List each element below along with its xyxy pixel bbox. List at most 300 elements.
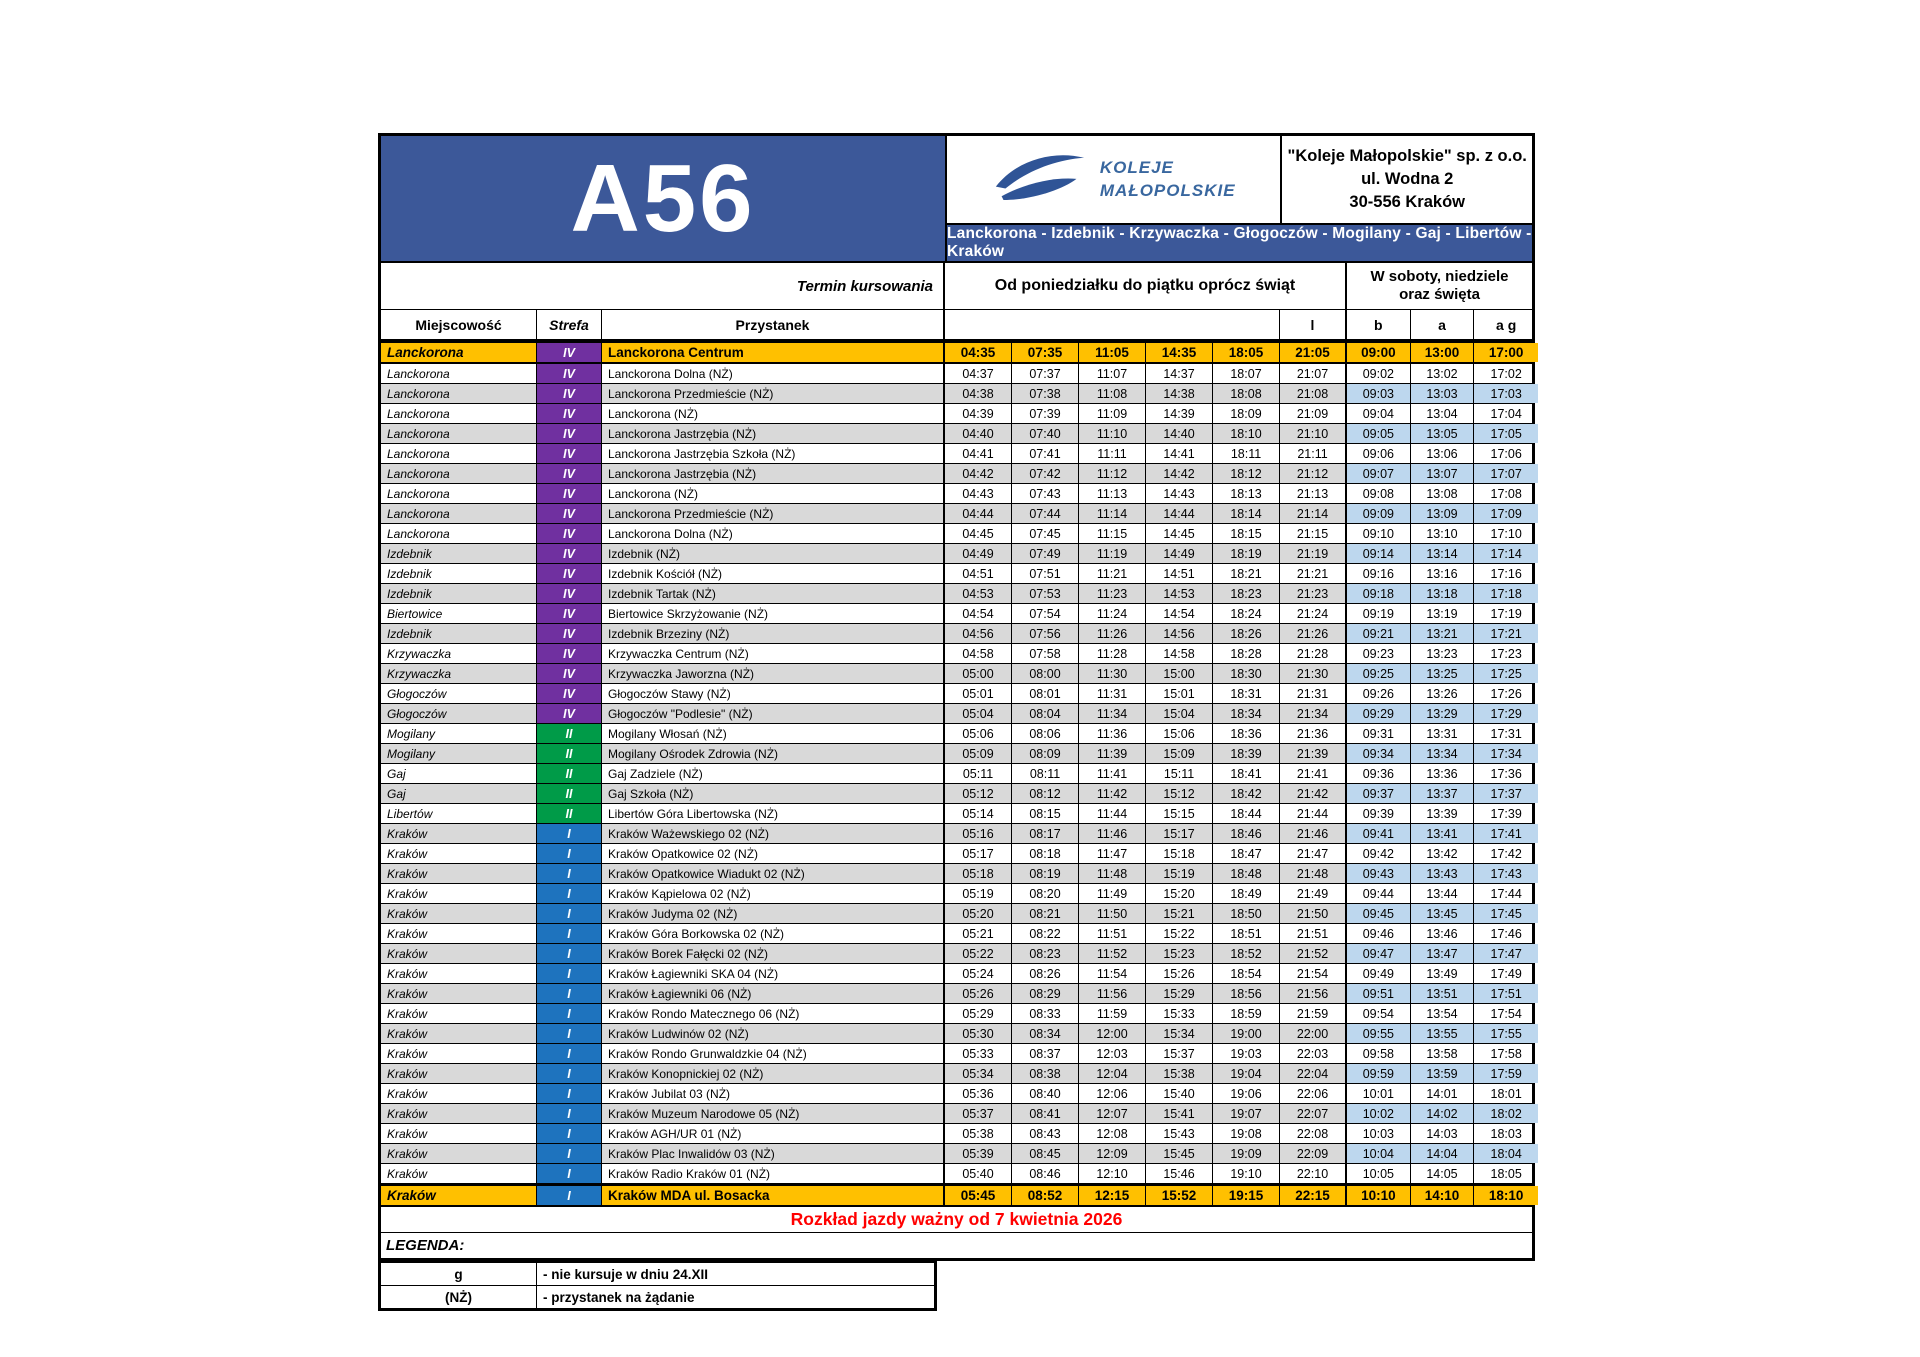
time-cell: 11:50 bbox=[1079, 904, 1146, 923]
time-cell: 13:46 bbox=[1411, 924, 1475, 943]
time-cell: 15:40 bbox=[1146, 1084, 1213, 1103]
time-cell: 19:04 bbox=[1213, 1064, 1280, 1083]
time-cell: 08:21 bbox=[1012, 904, 1079, 923]
time-cell: 21:56 bbox=[1280, 984, 1347, 1003]
zone-badge: I bbox=[537, 1044, 602, 1063]
trip-letter-blank bbox=[945, 310, 1280, 339]
time-cell: 08:01 bbox=[1012, 684, 1079, 703]
stop-name: Biertowice Skrzyżowanie (NŻ) bbox=[602, 604, 945, 623]
time-cell: 04:37 bbox=[945, 364, 1012, 383]
time-cell: 04:45 bbox=[945, 524, 1012, 543]
time-cell: 13:55 bbox=[1411, 1024, 1475, 1043]
stop-name: Izdebnik Brzeziny (NŻ) bbox=[602, 624, 945, 643]
time-cell: 18:59 bbox=[1213, 1004, 1280, 1023]
time-cell: 21:48 bbox=[1280, 864, 1347, 883]
time-cell: 09:54 bbox=[1347, 1004, 1411, 1023]
town-cell: Krzywaczka bbox=[381, 644, 537, 663]
table-row bbox=[381, 404, 1532, 424]
time-cell: 09:42 bbox=[1347, 844, 1411, 863]
table-row bbox=[381, 1064, 1532, 1084]
stop-name: Gaj Szkoła (NŻ) bbox=[602, 784, 945, 803]
weekday-header: Od poniedziałku do piątku oprócz świąt bbox=[945, 263, 1347, 309]
town-cell: Lanckorona bbox=[381, 384, 537, 403]
time-cell: 05:33 bbox=[945, 1044, 1012, 1063]
time-cell: 04:35 bbox=[945, 343, 1012, 362]
time-cell: 05:40 bbox=[945, 1164, 1012, 1183]
time-cell: 14:10 bbox=[1411, 1186, 1475, 1205]
time-cell: 05:16 bbox=[945, 824, 1012, 843]
zone-badge: I bbox=[537, 1124, 602, 1143]
table-row bbox=[381, 1144, 1532, 1164]
column-header-row bbox=[381, 310, 1532, 341]
table-row bbox=[381, 1104, 1532, 1124]
town-cell: Lanckorona bbox=[381, 404, 537, 423]
legend-symbol: (NŻ) bbox=[381, 1286, 537, 1308]
time-cell: 21:23 bbox=[1280, 584, 1347, 603]
time-cell: 22:03 bbox=[1280, 1044, 1347, 1063]
time-cell: 11:49 bbox=[1079, 884, 1146, 903]
time-cell: 11:48 bbox=[1079, 864, 1146, 883]
stop-name: Kraków Opatkowice Wiadukt 02 (NŻ) bbox=[602, 864, 945, 883]
time-cell: 17:07 bbox=[1474, 464, 1538, 483]
time-cell: 09:47 bbox=[1347, 944, 1411, 963]
time-cell: 21:13 bbox=[1280, 484, 1347, 503]
zone-badge: I bbox=[537, 1024, 602, 1043]
time-cell: 05:21 bbox=[945, 924, 1012, 943]
time-cell: 15:04 bbox=[1146, 704, 1213, 723]
zone-badge: I bbox=[537, 1164, 602, 1183]
stop-name: Lanckorona (NŻ) bbox=[602, 484, 945, 503]
time-cell: 09:44 bbox=[1347, 884, 1411, 903]
time-cell: 18:09 bbox=[1213, 404, 1280, 423]
time-cell: 17:54 bbox=[1490, 1006, 1522, 1021]
time-cell: 10:04 bbox=[1347, 1144, 1411, 1163]
col-header-town: Miejscowość bbox=[381, 310, 537, 339]
time-cell: 05:19 bbox=[945, 884, 1012, 903]
time-cell: 14:35 bbox=[1146, 343, 1213, 362]
table-row bbox=[381, 884, 1532, 904]
col-header-stop: Przystanek bbox=[602, 310, 945, 339]
table-row bbox=[381, 584, 1532, 604]
time-cell: 13:36 bbox=[1411, 764, 1475, 783]
time-cell: 18:52 bbox=[1213, 944, 1280, 963]
time-cell: 09:14 bbox=[1347, 544, 1411, 563]
time-cell: 05:39 bbox=[945, 1144, 1012, 1163]
table-row bbox=[381, 864, 1532, 884]
stop-name: Gaj Zadziele (NŻ) bbox=[602, 764, 945, 783]
table-row bbox=[381, 484, 1532, 504]
table-row bbox=[381, 1024, 1532, 1044]
table-row bbox=[381, 664, 1532, 684]
time-cell: 13:47 bbox=[1411, 944, 1475, 963]
time-cell: 04:40 bbox=[945, 424, 1012, 443]
zone-badge: IV bbox=[537, 644, 602, 663]
time-cell: 09:09 bbox=[1347, 504, 1411, 523]
town-cell: Biertowice bbox=[381, 604, 537, 623]
time-cell: 11:10 bbox=[1079, 424, 1146, 443]
table-row bbox=[381, 1084, 1532, 1104]
time-cell: 22:00 bbox=[1280, 1024, 1347, 1043]
time-cell: 07:54 bbox=[1012, 604, 1079, 623]
time-cell: 13:07 bbox=[1411, 464, 1475, 483]
time-cell: 21:11 bbox=[1280, 444, 1347, 463]
time-cell: 17:42 bbox=[1490, 846, 1522, 861]
time-cell: 07:37 bbox=[1012, 364, 1079, 383]
time-cell: 04:54 bbox=[945, 604, 1012, 623]
time-cell: 14:54 bbox=[1146, 604, 1213, 623]
time-cell: 18:48 bbox=[1213, 864, 1280, 883]
time-cell: 13:23 bbox=[1411, 644, 1475, 663]
stop-name: Kraków Plac Inwalidów 03 (NŻ) bbox=[602, 1144, 945, 1163]
time-cell: 18:34 bbox=[1213, 704, 1280, 723]
header-right bbox=[947, 136, 1532, 261]
time-cell: 11:19 bbox=[1079, 544, 1146, 563]
time-cell: 21:08 bbox=[1280, 384, 1347, 403]
time-cell: 05:00 bbox=[945, 664, 1012, 683]
time-cell: 09:55 bbox=[1347, 1024, 1411, 1043]
time-cell: 05:37 bbox=[945, 1104, 1012, 1123]
time-cell: 21:39 bbox=[1280, 744, 1347, 763]
time-cell: 13:02 bbox=[1411, 364, 1475, 383]
time-cell: 07:51 bbox=[1012, 564, 1079, 583]
time-cell: 13:58 bbox=[1411, 1044, 1475, 1063]
legend-row bbox=[381, 1285, 934, 1308]
time-cell: 21:12 bbox=[1280, 464, 1347, 483]
time-cell: 12:15 bbox=[1079, 1186, 1146, 1205]
town-cell: Kraków bbox=[381, 1186, 537, 1205]
time-cell: 13:26 bbox=[1411, 684, 1475, 703]
time-cell: 21:50 bbox=[1280, 904, 1347, 923]
legend-symbol: g bbox=[381, 1263, 537, 1285]
time-cell: 04:56 bbox=[945, 624, 1012, 643]
zone-badge: II bbox=[537, 744, 602, 763]
time-cell: 18:56 bbox=[1213, 984, 1280, 1003]
time-cell: 04:42 bbox=[945, 464, 1012, 483]
time-cell: 18:05 bbox=[1213, 343, 1280, 362]
time-cell: 04:58 bbox=[945, 644, 1012, 663]
town-cell: Kraków bbox=[381, 944, 537, 963]
table-row bbox=[381, 384, 1532, 404]
time-cell: 10:01 bbox=[1347, 1084, 1411, 1103]
time-cell: 18:24 bbox=[1213, 604, 1280, 623]
time-cell: 21:28 bbox=[1280, 644, 1347, 663]
stop-name: Kraków Ludwinów 02 (NŻ) bbox=[602, 1024, 945, 1043]
table-row bbox=[381, 684, 1532, 704]
town-cell: Kraków bbox=[381, 1024, 537, 1043]
time-cell: 11:11 bbox=[1079, 444, 1146, 463]
operator-logo bbox=[947, 136, 1280, 223]
time-cell: 04:41 bbox=[945, 444, 1012, 463]
time-cell: 11:46 bbox=[1079, 824, 1146, 843]
town-cell: Izdebnik bbox=[381, 624, 537, 643]
table-row bbox=[381, 644, 1532, 664]
time-cell: 15:22 bbox=[1146, 924, 1213, 943]
time-cell: 08:19 bbox=[1012, 864, 1079, 883]
weekend-header: W soboty, niedziele oraz święta bbox=[1370, 268, 1509, 303]
time-cell: 09:19 bbox=[1347, 604, 1411, 623]
time-cell: 17:47 bbox=[1474, 944, 1538, 963]
zone-badge: I bbox=[537, 924, 602, 943]
time-cell: 18:08 bbox=[1213, 384, 1280, 403]
time-cell: 14:05 bbox=[1411, 1164, 1475, 1183]
time-cell: 21:10 bbox=[1280, 424, 1347, 443]
town-cell: Kraków bbox=[381, 1044, 537, 1063]
time-cell: 15:43 bbox=[1146, 1124, 1213, 1143]
zone-badge: IV bbox=[537, 464, 602, 483]
time-cell: 18:13 bbox=[1213, 484, 1280, 503]
time-cell: 19:08 bbox=[1213, 1124, 1280, 1143]
time-cell: 14:53 bbox=[1146, 584, 1213, 603]
route-number: A56 bbox=[570, 144, 756, 252]
time-cell: 21:47 bbox=[1280, 844, 1347, 863]
zone-badge: IV bbox=[537, 684, 602, 703]
time-cell: 04:49 bbox=[945, 544, 1012, 563]
table-header bbox=[381, 136, 1532, 263]
service-period-row bbox=[381, 263, 1532, 310]
time-cell: 17:39 bbox=[1490, 806, 1522, 821]
time-cell: 17:55 bbox=[1474, 1024, 1538, 1043]
town-cell: Kraków bbox=[381, 984, 537, 1003]
town-cell: Kraków bbox=[381, 924, 537, 943]
time-cell: 13:10 bbox=[1411, 524, 1475, 543]
service-period-label: Termin kursowania bbox=[381, 263, 945, 309]
time-cell: 09:03 bbox=[1347, 384, 1411, 403]
table-row bbox=[381, 904, 1532, 924]
time-cell: 11:42 bbox=[1079, 784, 1146, 803]
time-cell: 18:05 bbox=[1490, 1166, 1522, 1181]
time-cell: 18:10 bbox=[1474, 1186, 1538, 1205]
time-cell: 08:23 bbox=[1012, 944, 1079, 963]
stop-name: Lanckorona Dolna (NŻ) bbox=[602, 364, 945, 383]
time-cell: 08:06 bbox=[1012, 724, 1079, 743]
time-cell: 08:04 bbox=[1012, 704, 1079, 723]
time-cell: 15:19 bbox=[1146, 864, 1213, 883]
time-cell: 05:11 bbox=[945, 764, 1012, 783]
time-cell: 15:45 bbox=[1146, 1144, 1213, 1163]
stop-name: Kraków Radio Kraków 01 (NŻ) bbox=[602, 1164, 945, 1183]
time-cell: 08:41 bbox=[1012, 1104, 1079, 1123]
time-cell: 14:43 bbox=[1146, 484, 1213, 503]
time-cell: 15:00 bbox=[1146, 664, 1213, 683]
zone-badge: IV bbox=[537, 343, 602, 362]
zone-badge: II bbox=[537, 724, 602, 743]
time-cell: 15:18 bbox=[1146, 844, 1213, 863]
time-cell: 22:09 bbox=[1280, 1144, 1347, 1163]
time-cell: 15:11 bbox=[1146, 764, 1213, 783]
time-cell: 18:42 bbox=[1213, 784, 1280, 803]
time-cell: 14:37 bbox=[1146, 364, 1213, 383]
stop-name: Libertów Góra Libertowska (NŻ) bbox=[602, 804, 945, 823]
time-cell: 08:26 bbox=[1012, 964, 1079, 983]
time-cell: 14:41 bbox=[1146, 444, 1213, 463]
time-cell: 09:34 bbox=[1347, 744, 1411, 763]
stop-name: Kraków Łagiewniki 06 (NŻ) bbox=[602, 984, 945, 1003]
town-cell: Kraków bbox=[381, 1124, 537, 1143]
town-cell: Libertów bbox=[381, 804, 537, 823]
stop-name: Lanckorona Jastrzębia (NŻ) bbox=[602, 424, 945, 443]
time-cell: 07:56 bbox=[1012, 624, 1079, 643]
stop-name: Izdebnik (NŻ) bbox=[602, 544, 945, 563]
time-cell: 13:43 bbox=[1411, 864, 1475, 883]
zone-badge: I bbox=[537, 1186, 602, 1205]
time-cell: 12:00 bbox=[1079, 1024, 1146, 1043]
time-cell: 08:46 bbox=[1012, 1164, 1079, 1183]
time-cell: 08:52 bbox=[1012, 1186, 1079, 1205]
legend bbox=[378, 1261, 937, 1311]
time-cell: 05:09 bbox=[945, 744, 1012, 763]
time-cell: 18:21 bbox=[1213, 564, 1280, 583]
time-cell: 17:09 bbox=[1474, 504, 1538, 523]
time-cell: 09:46 bbox=[1347, 924, 1411, 943]
time-cell: 14:04 bbox=[1411, 1144, 1475, 1163]
stop-name: Kraków Borek Fałęcki 02 (NŻ) bbox=[602, 944, 945, 963]
time-cell: 05:38 bbox=[945, 1124, 1012, 1143]
time-cell: 17:34 bbox=[1474, 744, 1538, 763]
zone-badge: IV bbox=[537, 484, 602, 503]
time-cell: 21:59 bbox=[1280, 1004, 1347, 1023]
time-cell: 14:58 bbox=[1146, 644, 1213, 663]
time-cell: 15:06 bbox=[1146, 724, 1213, 743]
timetable-table bbox=[378, 133, 1535, 1261]
time-cell: 21:36 bbox=[1280, 724, 1347, 743]
time-cell: 09:37 bbox=[1347, 784, 1411, 803]
time-cell: 21:41 bbox=[1280, 764, 1347, 783]
zone-badge: I bbox=[537, 1084, 602, 1103]
time-cell: 13:03 bbox=[1411, 384, 1475, 403]
time-cell: 21:42 bbox=[1280, 784, 1347, 803]
time-cell: 11:39 bbox=[1079, 744, 1146, 763]
table-row bbox=[381, 624, 1532, 644]
time-cell: 21:51 bbox=[1280, 924, 1347, 943]
time-cell: 18:23 bbox=[1213, 584, 1280, 603]
time-cell: 11:52 bbox=[1079, 944, 1146, 963]
town-cell: Izdebnik bbox=[381, 584, 537, 603]
table-row bbox=[381, 924, 1532, 944]
zone-badge: IV bbox=[537, 584, 602, 603]
time-cell: 14:42 bbox=[1146, 464, 1213, 483]
zone-badge: IV bbox=[537, 604, 602, 623]
stop-name: Lanckorona Jastrzębia Szkoła (NŻ) bbox=[602, 444, 945, 463]
stop-name: Kraków Łagiewniki SKA 04 (NŻ) bbox=[602, 964, 945, 983]
time-cell: 08:00 bbox=[1012, 664, 1079, 683]
time-cell: 14:03 bbox=[1411, 1124, 1475, 1143]
table-row bbox=[381, 424, 1532, 444]
time-cell: 15:29 bbox=[1146, 984, 1213, 1003]
time-cell: 10:02 bbox=[1347, 1104, 1411, 1123]
stop-name: Kraków Muzeum Narodowe 05 (NŻ) bbox=[602, 1104, 945, 1123]
time-cell: 17:18 bbox=[1474, 584, 1538, 603]
company-city: 30-556 Kraków bbox=[1349, 193, 1465, 212]
table-row bbox=[381, 1164, 1532, 1184]
stop-name: Krzywaczka Centrum (NŻ) bbox=[602, 644, 945, 663]
time-cell: 18:10 bbox=[1213, 424, 1280, 443]
town-cell: Lanckorona bbox=[381, 484, 537, 503]
time-cell: 21:54 bbox=[1280, 964, 1347, 983]
time-cell: 15:20 bbox=[1146, 884, 1213, 903]
time-cell: 17:03 bbox=[1474, 384, 1538, 403]
stop-name: Kraków Rondo Matecznego 06 (NŻ) bbox=[602, 1004, 945, 1023]
time-cell: 22:15 bbox=[1280, 1186, 1347, 1205]
town-cell: Kraków bbox=[381, 884, 537, 903]
town-cell: Izdebnik bbox=[381, 564, 537, 583]
table-row bbox=[381, 984, 1532, 1004]
time-cell: 10:03 bbox=[1347, 1124, 1411, 1143]
time-cell: 14:39 bbox=[1146, 404, 1213, 423]
zone-badge: I bbox=[537, 1004, 602, 1023]
time-cell: 09:25 bbox=[1347, 664, 1411, 683]
time-cell: 13:41 bbox=[1411, 824, 1475, 843]
town-cell: Kraków bbox=[381, 824, 537, 843]
trip-letter: a bbox=[1411, 310, 1475, 339]
time-cell: 13:54 bbox=[1411, 1004, 1475, 1023]
legend-description: - przystanek na żądanie bbox=[543, 1289, 695, 1305]
zone-badge: I bbox=[537, 1144, 602, 1163]
time-cell: 17:19 bbox=[1490, 606, 1522, 621]
time-cell: 08:38 bbox=[1012, 1064, 1079, 1083]
time-cell: 17:26 bbox=[1490, 686, 1522, 701]
zone-badge: IV bbox=[537, 384, 602, 403]
logo-text-line1: KOLEJE bbox=[1099, 158, 1174, 178]
time-cell: 18:30 bbox=[1213, 664, 1280, 683]
time-cell: 18:49 bbox=[1213, 884, 1280, 903]
stop-name: Kraków MDA ul. Bosacka bbox=[602, 1186, 945, 1205]
time-cell: 13:09 bbox=[1411, 504, 1475, 523]
table-row bbox=[381, 444, 1532, 464]
time-cell: 14:38 bbox=[1146, 384, 1213, 403]
time-cell: 13:04 bbox=[1411, 404, 1475, 423]
time-cell: 05:24 bbox=[945, 964, 1012, 983]
time-cell: 05:12 bbox=[945, 784, 1012, 803]
table-row bbox=[381, 1184, 1532, 1207]
time-cell: 13:21 bbox=[1411, 624, 1475, 643]
time-cell: 18:14 bbox=[1213, 504, 1280, 523]
town-cell: Kraków bbox=[381, 1004, 537, 1023]
time-cell: 05:29 bbox=[945, 1004, 1012, 1023]
time-cell: 14:45 bbox=[1146, 524, 1213, 543]
time-cell: 15:37 bbox=[1146, 1044, 1213, 1063]
time-cell: 08:43 bbox=[1012, 1124, 1079, 1143]
time-cell: 15:33 bbox=[1146, 1004, 1213, 1023]
time-cell: 17:36 bbox=[1490, 766, 1522, 781]
town-cell: Gaj bbox=[381, 784, 537, 803]
time-cell: 15:34 bbox=[1146, 1024, 1213, 1043]
time-cell: 17:29 bbox=[1474, 704, 1538, 723]
logo-text-line2: MAŁOPOLSKIE bbox=[1099, 180, 1236, 200]
time-cell: 09:04 bbox=[1347, 404, 1411, 423]
time-cell: 15:09 bbox=[1146, 744, 1213, 763]
time-cell: 13:45 bbox=[1411, 904, 1475, 923]
trip-letter: b bbox=[1347, 310, 1411, 339]
time-cell: 11:51 bbox=[1079, 924, 1146, 943]
time-cell: 08:37 bbox=[1012, 1044, 1079, 1063]
time-cell: 11:13 bbox=[1079, 484, 1146, 503]
time-cell: 17:44 bbox=[1490, 886, 1522, 901]
time-cell: 11:24 bbox=[1079, 604, 1146, 623]
zone-badge: I bbox=[537, 904, 602, 923]
time-cell: 11:34 bbox=[1079, 704, 1146, 723]
time-cell: 21:24 bbox=[1280, 604, 1347, 623]
zone-badge: IV bbox=[537, 444, 602, 463]
time-cell: 09:51 bbox=[1347, 984, 1411, 1003]
time-cell: 17:16 bbox=[1490, 566, 1522, 581]
time-cell: 05:20 bbox=[945, 904, 1012, 923]
time-cell: 19:09 bbox=[1213, 1144, 1280, 1163]
zone-badge: I bbox=[537, 1104, 602, 1123]
time-cell: 09:49 bbox=[1347, 964, 1411, 983]
time-cell: 19:03 bbox=[1213, 1044, 1280, 1063]
time-cell: 21:07 bbox=[1280, 364, 1347, 383]
time-cell: 09:18 bbox=[1347, 584, 1411, 603]
